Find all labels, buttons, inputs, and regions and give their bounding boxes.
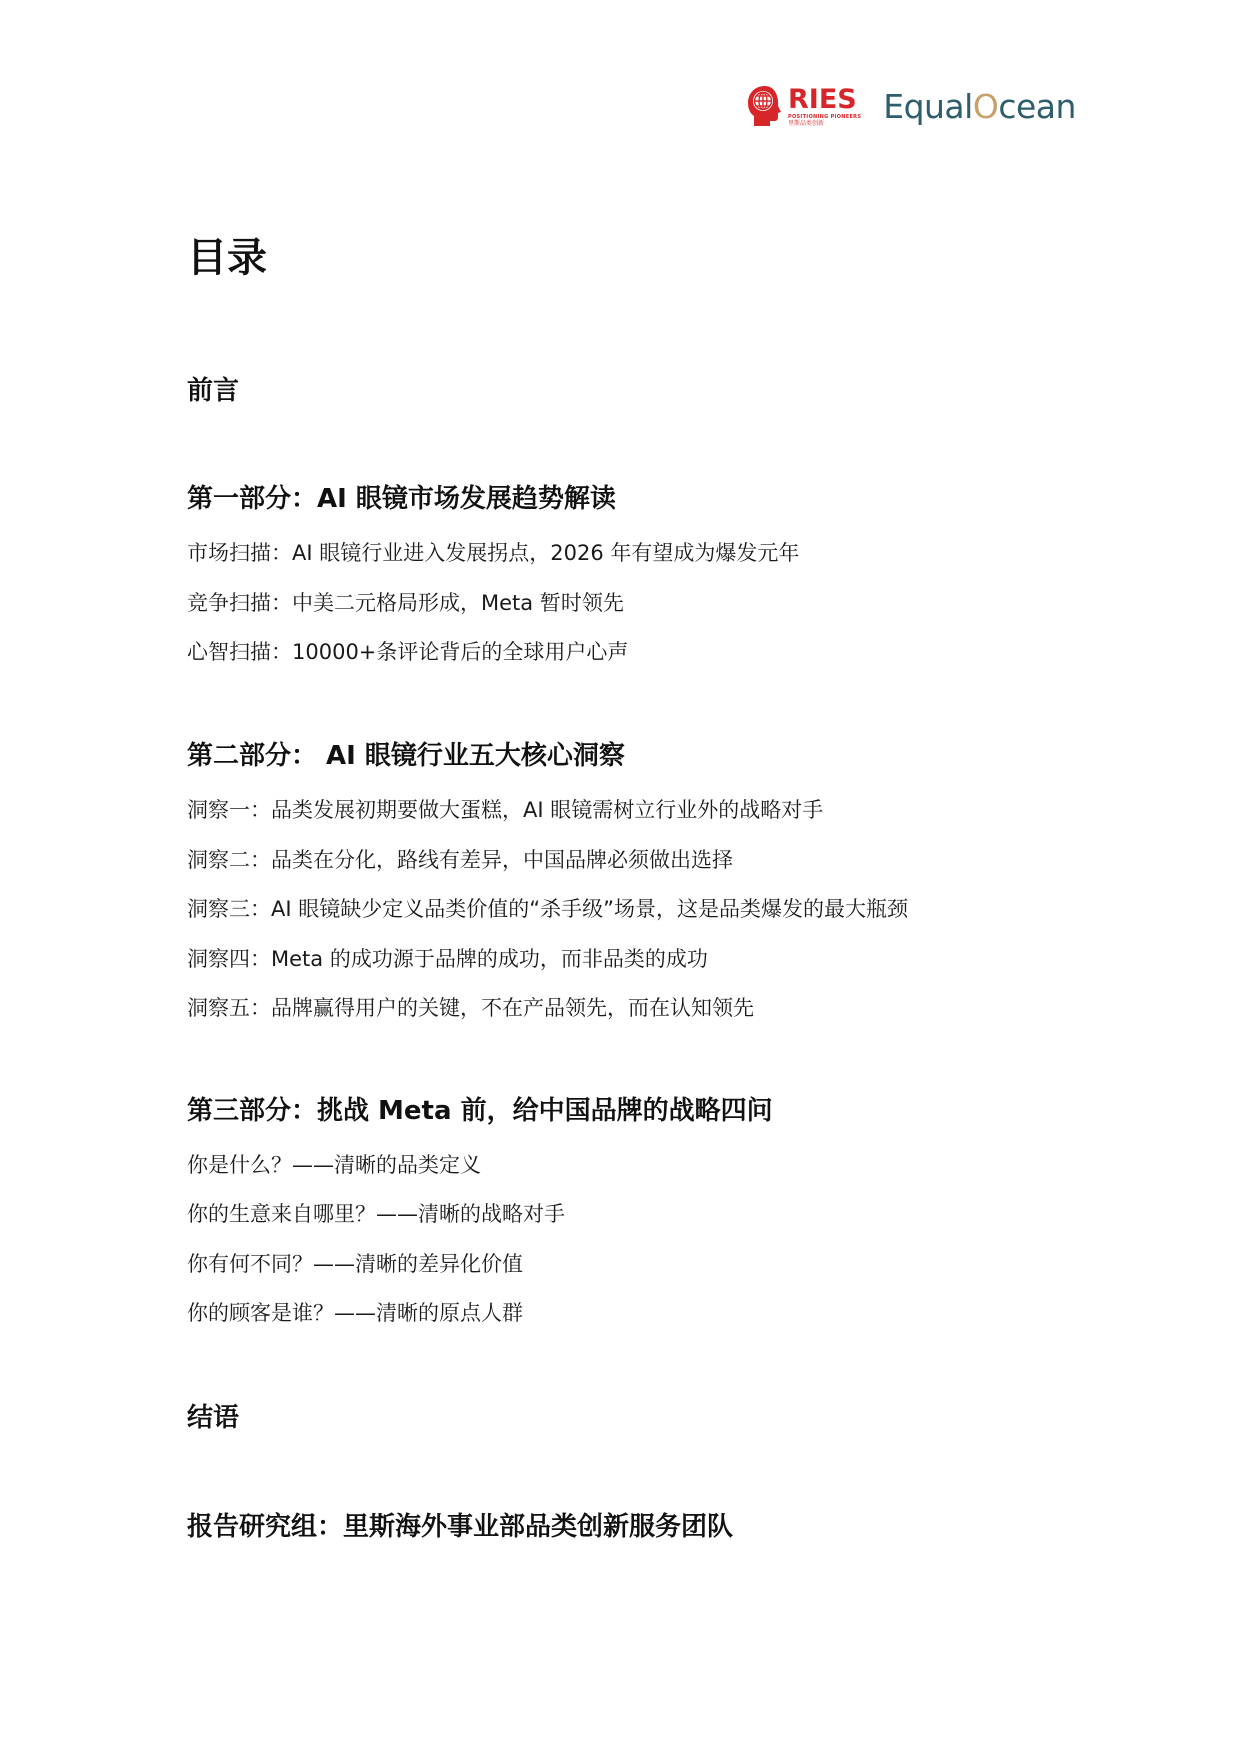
page-title: 目录	[187, 235, 267, 281]
toc-part2-item-3: 洞察三：AI 眼镜缺少定义品类价值的“杀手级”场景，这是品类爆发的最大瓶颈	[187, 897, 908, 921]
toc-part1-item-1: 市场扫描：AI 眼镜行业进入发展拐点，2026 年有望成为爆发元年	[187, 541, 800, 565]
toc-part2-item-4: 洞察四：Meta 的成功源于品牌的成功，而非品类的成功	[187, 947, 708, 971]
toc-part3-item-3: 你有何不同？——清晰的差异化价值	[187, 1252, 523, 1276]
toc-part1-item-3: 心智扫描：10000+条评论背后的全球用户心声	[187, 640, 629, 664]
toc-part3-item-2: 你的生意来自哪里？——清晰的战略对手	[187, 1202, 565, 1226]
toc-conclusion: 结语	[187, 1403, 240, 1433]
ries-logo-name: RIES	[788, 83, 857, 115]
equalocean-logo-part1: Equal	[883, 86, 973, 126]
toc-part2-item-1: 洞察一：品类发展初期要做大蛋糕，AI 眼镜需树立行业外的战略对手	[187, 798, 824, 822]
toc-part3-item-4: 你的顾客是谁？——清晰的原点人群	[187, 1301, 523, 1325]
toc-part2-heading: 第二部分： AI 眼镜行业五大核心洞察	[187, 741, 625, 771]
ries-emblem-icon	[746, 84, 784, 128]
toc-part1-heading: 第一部分：AI 眼镜市场发展趋势解读	[187, 484, 616, 514]
toc-preface: 前言	[187, 376, 240, 406]
toc-research-group: 报告研究组：里斯海外事业部品类创新服务团队	[187, 1512, 734, 1542]
ries-logo-subtitle: 里斯品类创新	[788, 119, 825, 127]
toc-part1-item-2: 竞争扫描：中美二元格局形成，Meta 暂时领先	[187, 591, 624, 615]
ries-logo	[746, 81, 861, 131]
equalocean-logo	[883, 86, 1076, 126]
toc-part3-heading: 第三部分：挑战 Meta 前，给中国品牌的战略四问	[187, 1096, 773, 1126]
toc-part2-item-2: 洞察二：品类在分化，路线有差异，中国品牌必须做出选择	[187, 848, 733, 872]
toc-part3-item-1: 你是什么？——清晰的品类定义	[187, 1153, 481, 1177]
ries-logo-tagline: POSITIONING PIONEERS	[788, 113, 862, 120]
toc-part2-item-5: 洞察五：品牌赢得用户的关键，不在产品领先，而在认知领先	[187, 996, 754, 1020]
equalocean-logo-part2: cean	[998, 86, 1076, 126]
header-logos	[746, 78, 1076, 134]
equalocean-logo-o: O	[972, 86, 999, 126]
